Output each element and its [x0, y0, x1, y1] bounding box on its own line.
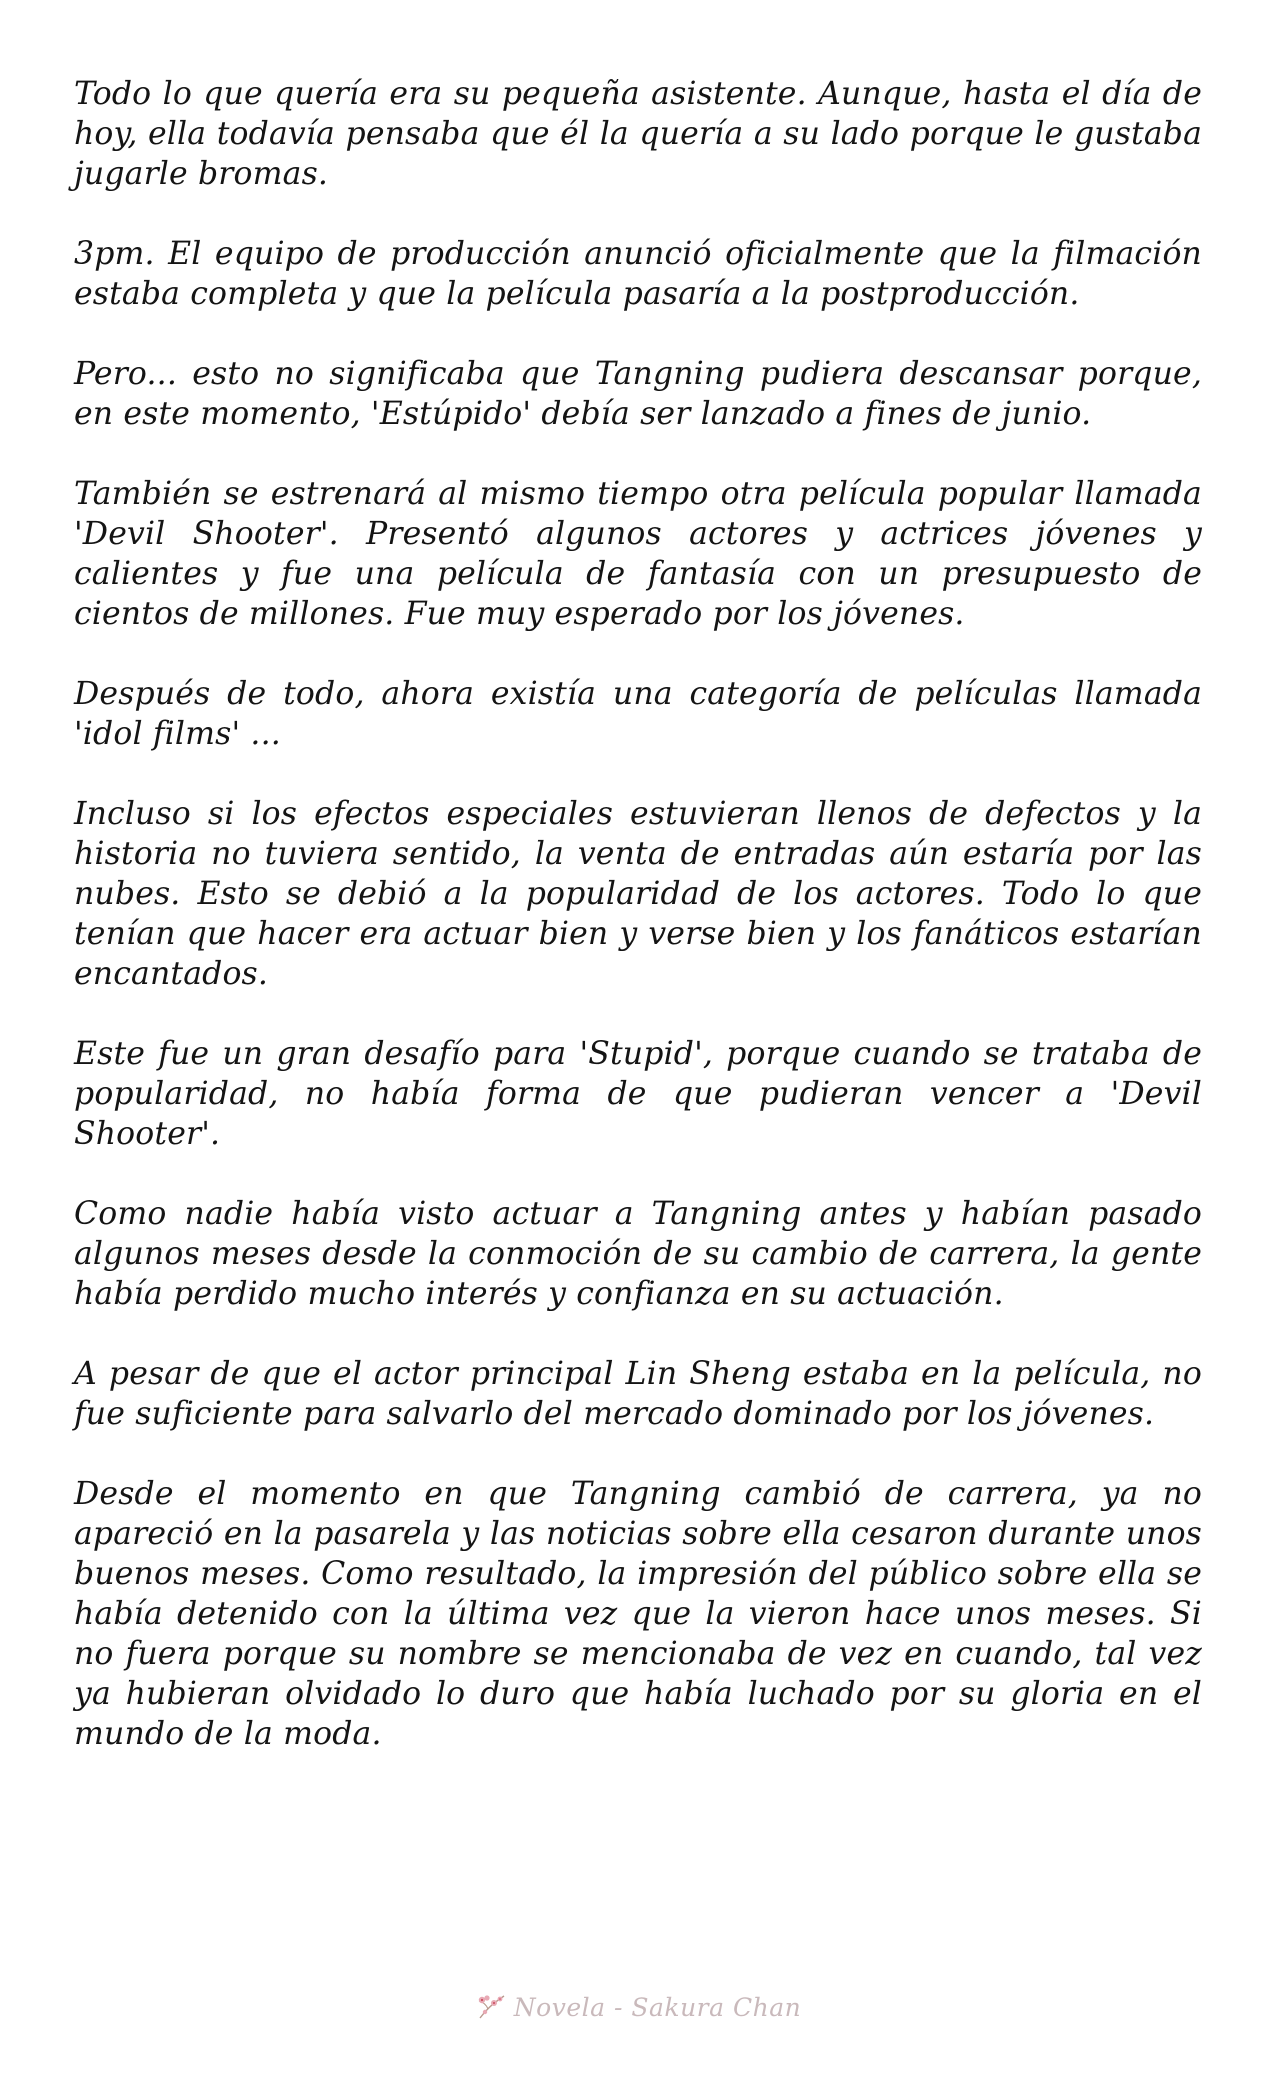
paragraph-5: Después de todo, ahora existía una categoría de películas llamada 'idol films' ...: [74, 676, 1202, 752]
paragraph-6: Incluso si los efectos especiales estuvieran llenos de defectos y la historia no tuviera sentido, la venta de entradas aún estaría por las nubes. Esto se debió a la popularidad de los actores. Todo lo que tenían que hacer era actuar bien y verse bien y los fanáticos estarían encantados.: [74, 796, 1202, 992]
paragraph-3: Pero... esto no significaba que Tangning pudiera descansar porque, en este momento, 'Estúpido' debía ser lanzado a fines de junio.: [74, 356, 1202, 432]
paragraph-4: También se estrenará al mismo tiempo otra película popular llamada 'Devil Shooter'. Presentó algunos actores y actrices jóvenes y calientes y fue una película de fantasía con un presupuesto de cientos de millones. Fue muy esperado por los jóvenes.: [74, 476, 1202, 632]
cherry-blossom-icon: [474, 1992, 508, 2022]
footer-text: Novela - Sakura Chan: [513, 1992, 802, 2022]
footer-watermark: [0, 1992, 1275, 2022]
paragraph-7: Este fue un gran desafío para 'Stupid', porque cuando se trataba de popularidad, no había forma de que pudieran vencer a 'Devil Shooter'.: [74, 1036, 1202, 1152]
paragraph-9: A pesar de que el actor principal Lin Sheng estaba en la película, no fue suficiente para salvarlo del mercado dominado por los jóvenes.: [74, 1356, 1202, 1432]
paragraph-1: Todo lo que quería era su pequeña asistente. Aunque, hasta el día de hoy, ella todavía pensaba que él la quería a su lado porque le gustaba jugarle bromas.: [74, 76, 1202, 192]
paragraph-10: Desde el momento en que Tangning cambió de carrera, ya no apareció en la pasarela y las noticias sobre ella cesaron durante unos buenos meses. Como resultado, la impresión del público sobre ella se había detenido con la última vez que la vieron hace unos meses. Si no fuera porque su nombre se mencionaba de vez en cuando, tal vez ya hubieran olvidado lo duro que había luchado por su gloria en el mundo de la moda.: [74, 1476, 1202, 1752]
document-body: [74, 74, 1202, 1794]
paragraph-8: Como nadie había visto actuar a Tangning antes y habían pasado algunos meses desde la conmoción de su cambio de carrera, la gente había perdido mucho interés y confianza en su actuación.: [74, 1196, 1202, 1312]
paragraph-2: 3pm. El equipo de producción anunció oficialmente que la filmación estaba completa y que la película pasaría a la postproducción.: [74, 236, 1202, 312]
